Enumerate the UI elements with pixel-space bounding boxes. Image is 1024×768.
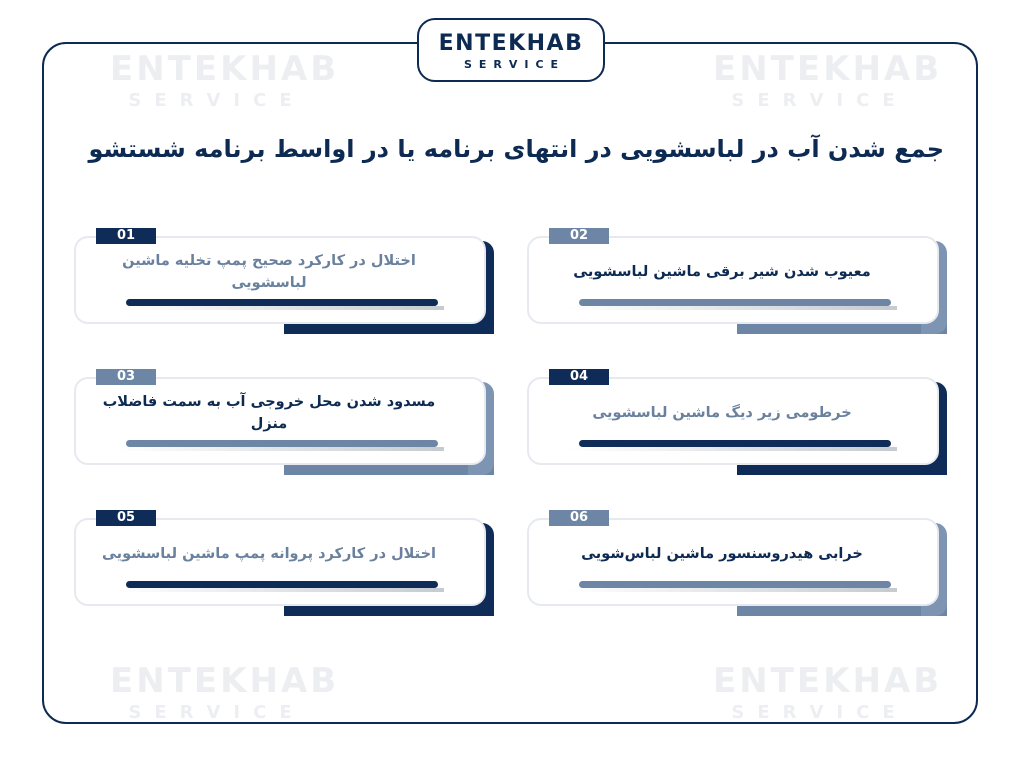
cause-card-01 bbox=[74, 228, 494, 338]
watermark-bottom-right bbox=[713, 661, 943, 724]
card-number: 04 bbox=[549, 369, 609, 385]
cause-card-06 bbox=[527, 510, 947, 620]
card-shadow-line bbox=[567, 588, 897, 592]
watermark-name: ENTEKHAB bbox=[713, 661, 943, 701]
card-text: معیوب شدن شیر برقی ماشین لباسشویی bbox=[573, 264, 871, 280]
card-shadow-line bbox=[114, 588, 444, 592]
card-number: 02 bbox=[549, 228, 609, 244]
watermark-top-right bbox=[713, 49, 943, 112]
card-shadow-line bbox=[567, 447, 897, 451]
brand-name: ENTEKHAB bbox=[438, 31, 584, 56]
card-number: 06 bbox=[549, 510, 609, 526]
watermark-sub: SERVICE bbox=[731, 702, 908, 723]
watermark-sub: SERVICE bbox=[128, 702, 305, 723]
card-text: خرابی هیدروسنسور ماشین لباس‌شویی bbox=[581, 546, 863, 562]
watermark-name: ENTEKHAB bbox=[110, 661, 340, 701]
cause-card-04 bbox=[527, 369, 947, 479]
card-number: 03 bbox=[96, 369, 156, 385]
cause-card-05 bbox=[74, 510, 494, 620]
watermark-sub: SERVICE bbox=[128, 90, 305, 111]
brand-sub: SERVICE bbox=[463, 58, 566, 71]
card-text: اختلال در کارکرد پروانه پمپ ماشین لباسشویی bbox=[102, 546, 437, 562]
card-shadow-line bbox=[567, 306, 897, 310]
watermark-sub: SERVICE bbox=[731, 90, 908, 111]
card-shadow-line bbox=[114, 306, 444, 310]
card-text: اختلال در کارکرد صحیح پمپ تخلیه ماشین لباسشویی bbox=[122, 253, 416, 291]
watermark-top-left bbox=[110, 49, 340, 112]
cause-card-02 bbox=[527, 228, 947, 338]
cause-card-03 bbox=[74, 369, 494, 479]
page-title: جمع شدن آب در لباسشویی در انتهای برنامه یا در اواسط برنامه شستشو bbox=[88, 135, 944, 163]
card-text: خرطومی زیر دیگ ماشین لباسشویی bbox=[592, 405, 852, 421]
card-shadow-line bbox=[114, 447, 444, 451]
watermark-name: ENTEKHAB bbox=[713, 49, 943, 89]
watermark-bottom-left bbox=[110, 661, 340, 724]
brand-logo bbox=[417, 18, 605, 82]
card-number: 05 bbox=[96, 510, 156, 526]
card-text: مسدود شدن محل خروجی آب به سمت فاضلاب منزل bbox=[102, 394, 436, 432]
watermark-name: ENTEKHAB bbox=[110, 49, 340, 89]
card-number: 01 bbox=[96, 228, 156, 244]
